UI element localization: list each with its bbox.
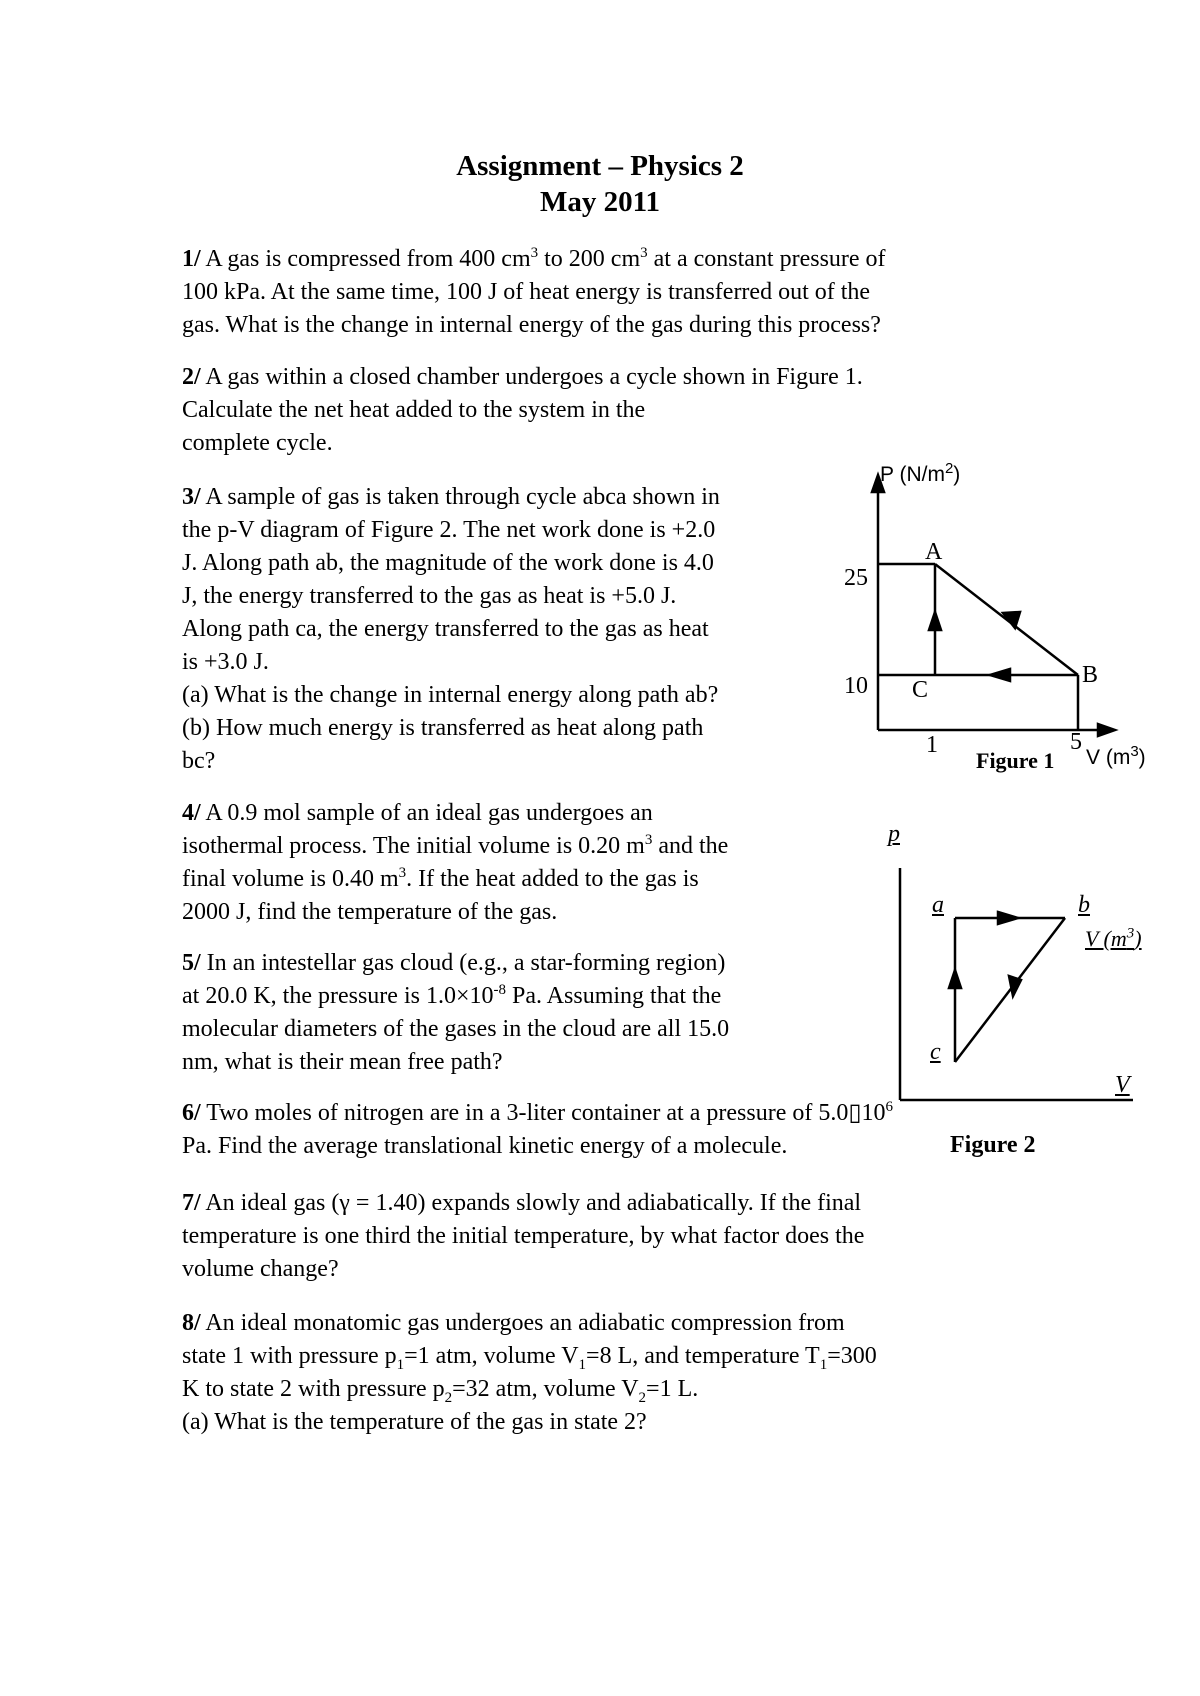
question-number: 6/ xyxy=(182,1100,201,1126)
question-1: 1/ A gas is compressed from 400 $cm^3$ to 200 $cm^3$ at a constant pressure of 100 kPa. At the same time, 100 J of heat energy is transferred out of the gas. What is the change in internal energy of the gas during this process? xyxy=(182,245,886,338)
fig1-point-c: C xyxy=(912,677,929,703)
fig1-tick-25: 25 xyxy=(844,565,868,591)
question-8: 8/ An ideal monatomic gas undergoes an adiabatic compression from state 1 with pressure $p_1=1$ atm, volume $V_1=8$ L, and temperature $T_1=300$ K to state 2 with pressure $p_2=32$ atm, volume $V_2=1$ L. (a) What is the temperature of the gas in state 2? xyxy=(182,1310,877,1435)
fig2-point-c: c xyxy=(930,1039,941,1065)
fig1-arrow-left xyxy=(990,669,1010,681)
fig2-point-a: a xyxy=(932,892,944,918)
question-number: 4/ xyxy=(182,800,201,826)
question-number: 1/ xyxy=(182,246,201,272)
question-5: 5/ In an intestellar gas cloud (e.g., a star-forming region) at 20.0 K, the pressure is $1.0\times 10^{-8}$ Pa. Assuming that the molecular diameters of the gases in the cloud are all 15.0 nm, what is their mean free path? xyxy=(182,950,730,1075)
question-number: 5/ xyxy=(182,950,201,976)
fig2-caption: Figure 2 xyxy=(950,1132,1036,1158)
page-subtitle-date: May 2011 xyxy=(539,186,661,218)
fig1-point-b: B xyxy=(1082,662,1099,688)
fig2-arrow-right xyxy=(998,912,1018,924)
fig2-note-label: V $(m^3)$ xyxy=(1085,925,1142,951)
question-2: 2/ A gas within a closed chamber undergoes a cycle shown in Figure 1. Calculate the net heat added to the system in the complete cycle. xyxy=(182,364,863,456)
fig1-tick-1: 1 xyxy=(926,732,938,758)
question-3: 3/ A sample of gas is taken through cycle abca shown in the p-V diagram of Figure 2. The net work done is +2.0 J. Along path ab, the magnitude of the work done is 4.0 J, the energy transferred to the gas as heat is +5.0 J. Along path ca, the energy transferred to the gas as heat is +3.0 J. (a) What is the change in internal energy along path ab? (b) How much energy is transferred as heat along path bc? xyxy=(182,484,720,774)
fig1-tick-5: 5 xyxy=(1070,729,1082,755)
question-number: 3/ xyxy=(182,484,201,510)
question-number: 2/ xyxy=(182,364,201,390)
fig2-x-axis-label: V xyxy=(1115,1072,1130,1098)
question-4: 4/ A 0.9 mol sample of an ideal gas undergoes an isothermal process. The initial volume is 0.20 $m^3$ and the final volume is 0.40 $m^3$. If the heat added to the gas is 2000 J, find the temperature of the gas. xyxy=(182,800,729,925)
question-7: 7/ An ideal gas (γ = 1.40) expands slowly and adiabatically. If the final temperature is one third the initial temperature, by what factor does the volume change? xyxy=(182,1190,865,1282)
fig1-y-axis-label: P $(N/m^2)$ xyxy=(880,460,961,486)
question-number: 8/ xyxy=(182,1310,201,1336)
fig1-caption: Figure 1 xyxy=(976,748,1055,773)
page-title: Assignment – Physics 2 xyxy=(456,150,744,182)
fig1-path-ab xyxy=(935,564,1078,675)
question-number: 7/ xyxy=(182,1190,201,1216)
fig2-point-b: b xyxy=(1078,892,1090,918)
fig1-x-axis-label: V $(m^3)$ xyxy=(1086,743,1146,769)
fig1-tick-10: 10 xyxy=(844,673,868,699)
question-6: 6/ Two moles of nitrogen are in a 3-liter container at a pressure of $5.0▯10^6$ Pa. Find the average translational kinetic energy of a molecule. xyxy=(182,1099,894,1159)
fig1-arrow-up xyxy=(929,612,941,630)
fig1-x-axis-arrowhead xyxy=(1098,724,1115,736)
fig1-point-a: A xyxy=(925,539,943,565)
fig2-y-axis-label: p xyxy=(888,821,900,847)
fig2-arrow-up xyxy=(949,970,961,988)
fig2-path-bc xyxy=(955,918,1065,1062)
fig2-arrow-diag xyxy=(1009,976,1021,996)
figure-1-diagram xyxy=(872,475,1115,736)
